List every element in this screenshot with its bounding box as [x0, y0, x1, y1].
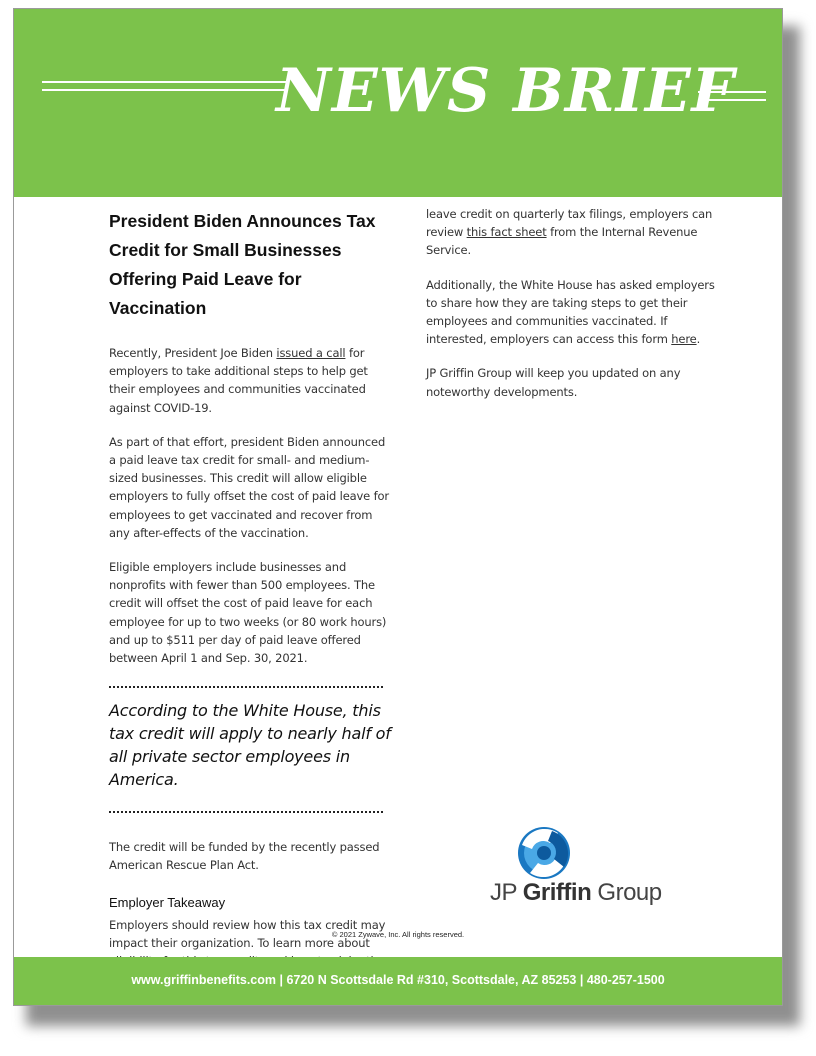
- left-column: [109, 207, 395, 1004]
- header-banner: [14, 9, 782, 197]
- paragraph-fact-sheet: leave credit on quarterly tax filings, employers can review this fact sheet from the Internal Revenue Service.: [426, 207, 713, 258]
- paragraph-takeaway: Employers should review how this tax credit may impact their organization. To learn more about: [109, 917, 386, 950]
- newsletter-page: [13, 8, 783, 1006]
- dotted-divider-bottom: [109, 811, 383, 813]
- issued-a-call-link[interactable]: issued a call: [276, 346, 346, 360]
- news-brief-title: NEWS BRIEF: [276, 56, 736, 126]
- header-rule: [42, 81, 288, 83]
- paragraph-funding: The credit will be funded by the recently passed American Rescue Plan Act.: [109, 840, 380, 873]
- footer-contact: www.griffinbenefits.com | 6720 N Scottsdale Rd #310, Scottsdale, AZ 85253 | 480-257-1500: [131, 973, 665, 987]
- form-here-link[interactable]: here: [671, 332, 697, 347]
- jp-griffin-wordmark: JP Griffin Group: [490, 879, 662, 906]
- paragraph-white-house: Additionally, the White House has asked employers to share how they are taking steps to get their employees and communities vaccinated. If interested, employers can access this form here.: [426, 277, 715, 347]
- header-rule: [42, 89, 288, 91]
- paragraph-updates: JP Griffin Group will keep you updated on any noteworthy developments.: [426, 366, 681, 399]
- pull-quote: According to the White House, this tax credit will apply to nearly half of all private sector employees in America.: [109, 701, 391, 790]
- article-headline: President Biden Announces Tax Credit for Small Businesses Offering Paid Leave for Vaccination: [109, 211, 376, 318]
- employer-takeaway-heading: Employer Takeaway: [109, 894, 226, 910]
- copyright-notice: © 2021 Zywave, Inc. All rights reserved.: [331, 930, 465, 939]
- right-column: [426, 205, 716, 417]
- paragraph-intro: Recently, President Joe Biden issued a call for employers to take additional steps to help get their employees and communities vaccinated against COVID-19.: [109, 346, 368, 415]
- footer-banner: [14, 957, 782, 1005]
- fact-sheet-link[interactable]: this fact sheet: [466, 225, 547, 240]
- paragraph-effort: As part of that effort, president Biden announced a paid leave tax credit for small- and medium-sized businesses. This credit will allow eligible employers to fully offset the cost of paid leave for employees to get vaccinated and recover from any after-effects of the vaccination.: [109, 434, 389, 540]
- dotted-divider-top: [109, 686, 383, 688]
- paragraph-eligibility: Eligible employers include businesses and nonprofits with fewer than 500 employees. The credit will offset the cost of paid leave for each employee for up to two weeks (or 80 work hours) and up to $511 per day of paid leave offered between April 1 and Sep. 30, 2021.: [109, 560, 387, 666]
